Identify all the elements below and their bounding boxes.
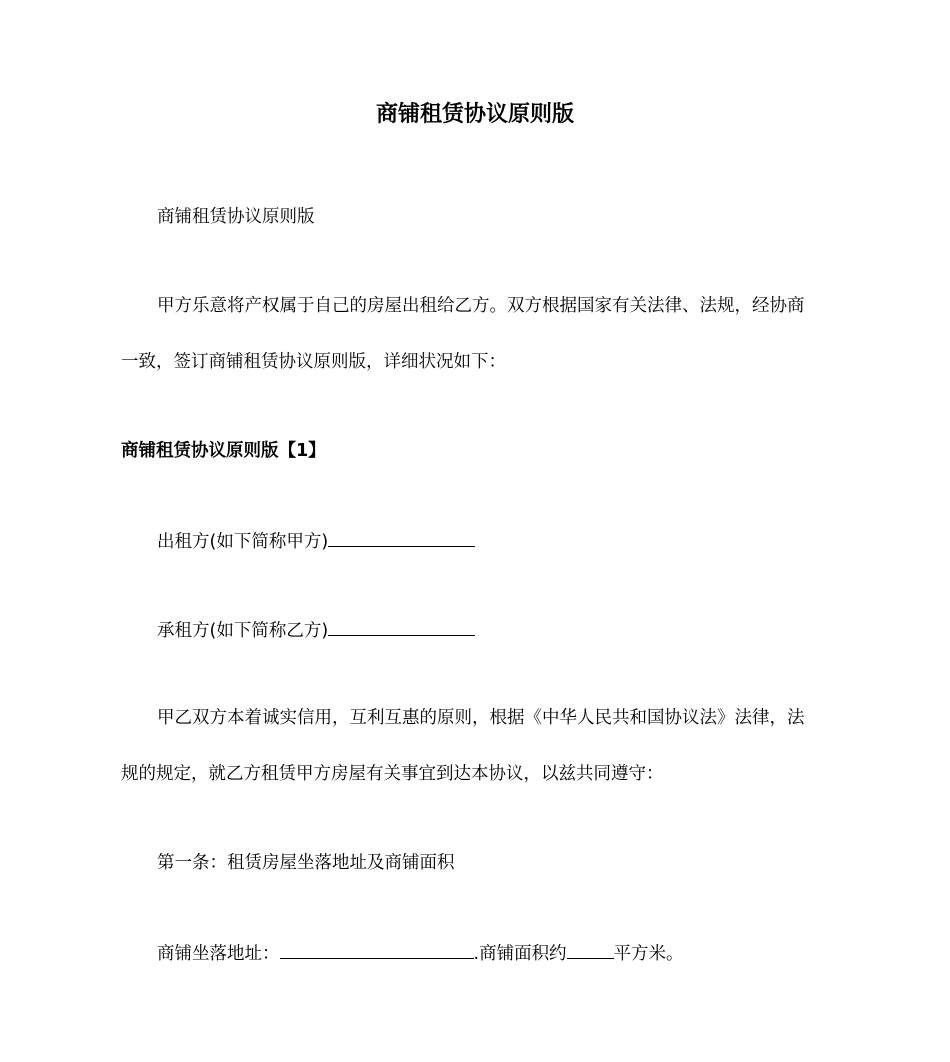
lessee-line <box>0 617 950 643</box>
principle-paragraph-line-2: 规的规定，就乙方租赁甲方房屋有关事宜到达本协议，以兹共同遵守： <box>121 764 664 784</box>
lessee-label: 承租方(如下简称乙方) <box>157 621 329 641</box>
document-subtitle: 商铺租赁协议原则版 <box>157 207 315 227</box>
article-1-title: 第一条：租赁房屋坐落地址及商铺面积 <box>157 853 455 873</box>
area-label: .商铺面积约 <box>473 944 567 964</box>
lessor-line <box>0 528 950 554</box>
address-blank <box>280 940 474 959</box>
area-blank <box>567 940 614 959</box>
address-line <box>0 940 950 966</box>
lessee-blank <box>328 617 475 636</box>
principle-paragraph-line-1: 甲乙双方本着诚实信用，互利互惠的原则，根据《中华人民共和国协议法》法律，法 <box>157 708 805 728</box>
intro-paragraph-line-2: 一致，签订商铺租赁协议原则版，详细状况如下： <box>121 352 506 372</box>
section-heading: 商铺租赁协议原则版【1】 <box>121 441 326 461</box>
lessor-blank <box>328 528 475 547</box>
document-title: 商铺租赁协议原则版 <box>375 102 574 127</box>
intro-paragraph-line-1: 甲方乐意将产权属于自己的房屋出租给乙方。双方根据国家有关法律、法规，经协商 <box>157 296 805 316</box>
lessor-label: 出租方(如下简称甲方) <box>157 532 329 552</box>
address-label: 商铺坐落地址： <box>157 944 280 964</box>
area-unit: 平方米。 <box>613 944 684 964</box>
